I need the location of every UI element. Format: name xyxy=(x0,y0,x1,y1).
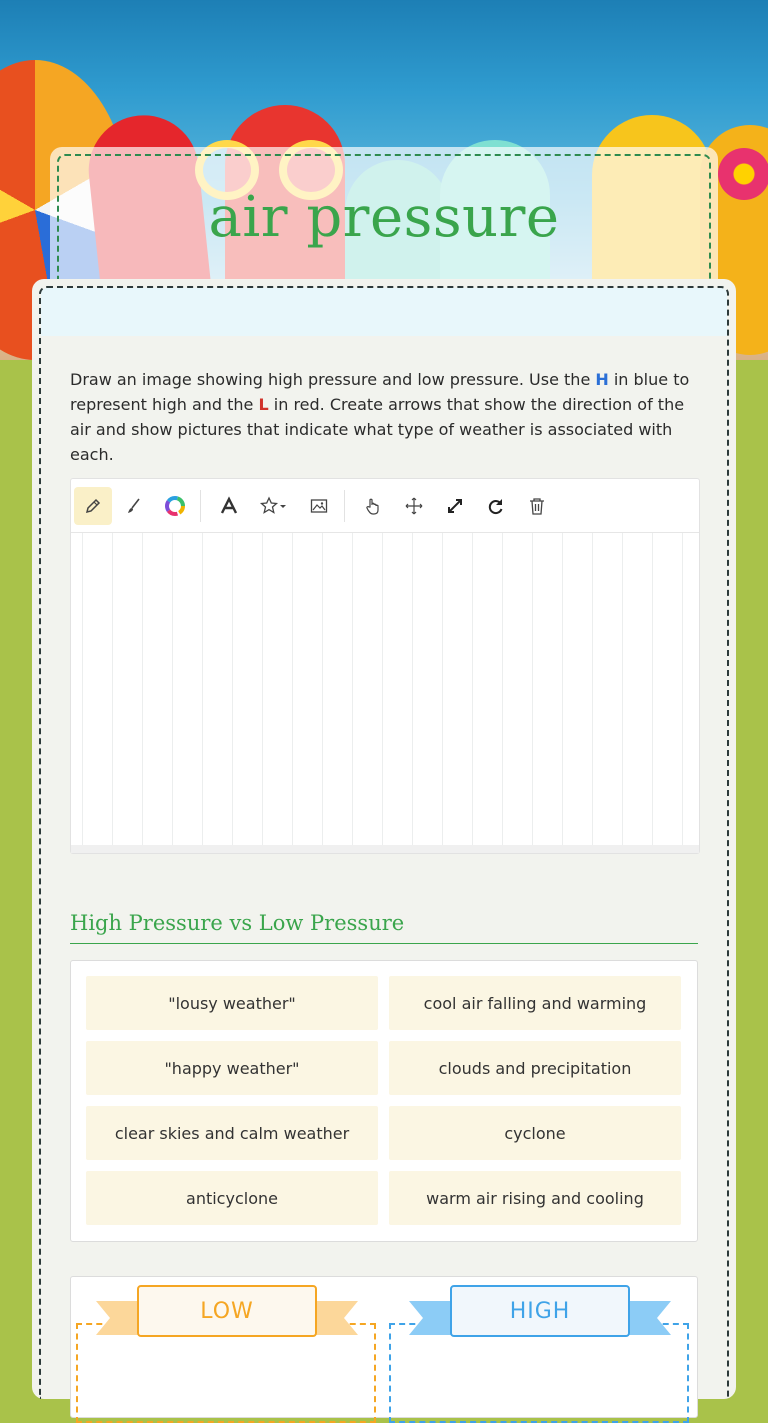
answer-chip[interactable]: cool air falling and warming xyxy=(389,976,681,1030)
category-drop-area xyxy=(70,1276,698,1418)
worksheet-card xyxy=(32,279,736,1399)
answer-chip[interactable]: clouds and precipitation xyxy=(389,1041,681,1095)
redo-icon[interactable] xyxy=(477,487,515,525)
answer-chip[interactable]: "happy weather" xyxy=(86,1041,378,1095)
instructions-text xyxy=(70,367,702,467)
drawing-canvas[interactable] xyxy=(71,533,699,845)
instructions-part: in blue to represent high and the xyxy=(70,370,690,414)
hand-icon[interactable] xyxy=(354,487,392,525)
page-title: air pressure xyxy=(208,185,560,250)
low-ribbon xyxy=(96,1295,358,1337)
answer-chip-bank xyxy=(70,960,698,1242)
low-category-label: LOW xyxy=(137,1285,317,1337)
high-category-label: HIGH xyxy=(450,1285,630,1337)
high-drop-zone[interactable] xyxy=(389,1323,689,1423)
answer-chip[interactable]: cyclone xyxy=(389,1106,681,1160)
canvas-footer xyxy=(71,845,699,853)
toolbar-separator xyxy=(200,490,201,522)
drawing-toolbar xyxy=(71,479,699,533)
toolbar-separator xyxy=(344,490,345,522)
answer-chip[interactable]: anticyclone xyxy=(86,1171,378,1225)
low-drop-zone[interactable] xyxy=(76,1323,376,1423)
hibiscus-flower xyxy=(718,148,768,200)
expand-icon[interactable] xyxy=(436,487,474,525)
text-icon[interactable] xyxy=(210,487,248,525)
drawing-widget xyxy=(70,478,700,854)
section-title: High Pressure vs Low Pressure xyxy=(70,911,698,944)
star-shapes-icon[interactable] xyxy=(251,487,297,525)
move-icon[interactable] xyxy=(395,487,433,525)
color-wheel-icon[interactable] xyxy=(156,487,194,525)
answer-chip[interactable]: clear skies and calm weather xyxy=(86,1106,378,1160)
instructions-part: Draw an image showing high pressure and low pressure. Use the xyxy=(70,370,596,389)
trash-icon[interactable] xyxy=(518,487,556,525)
low-letter: L xyxy=(258,395,269,414)
answer-chip[interactable]: warm air rising and cooling xyxy=(389,1171,681,1225)
high-letter: H xyxy=(595,370,609,389)
pencil-icon[interactable] xyxy=(74,487,112,525)
high-ribbon xyxy=(409,1295,671,1337)
answer-chip[interactable]: "lousy weather" xyxy=(86,976,378,1030)
instructions-part: in red. Create arrows that show the direction of the air and show pictures that indicate what type of weather is associated with each. xyxy=(70,395,685,464)
image-icon[interactable] xyxy=(300,487,338,525)
brush-icon[interactable] xyxy=(115,487,153,525)
